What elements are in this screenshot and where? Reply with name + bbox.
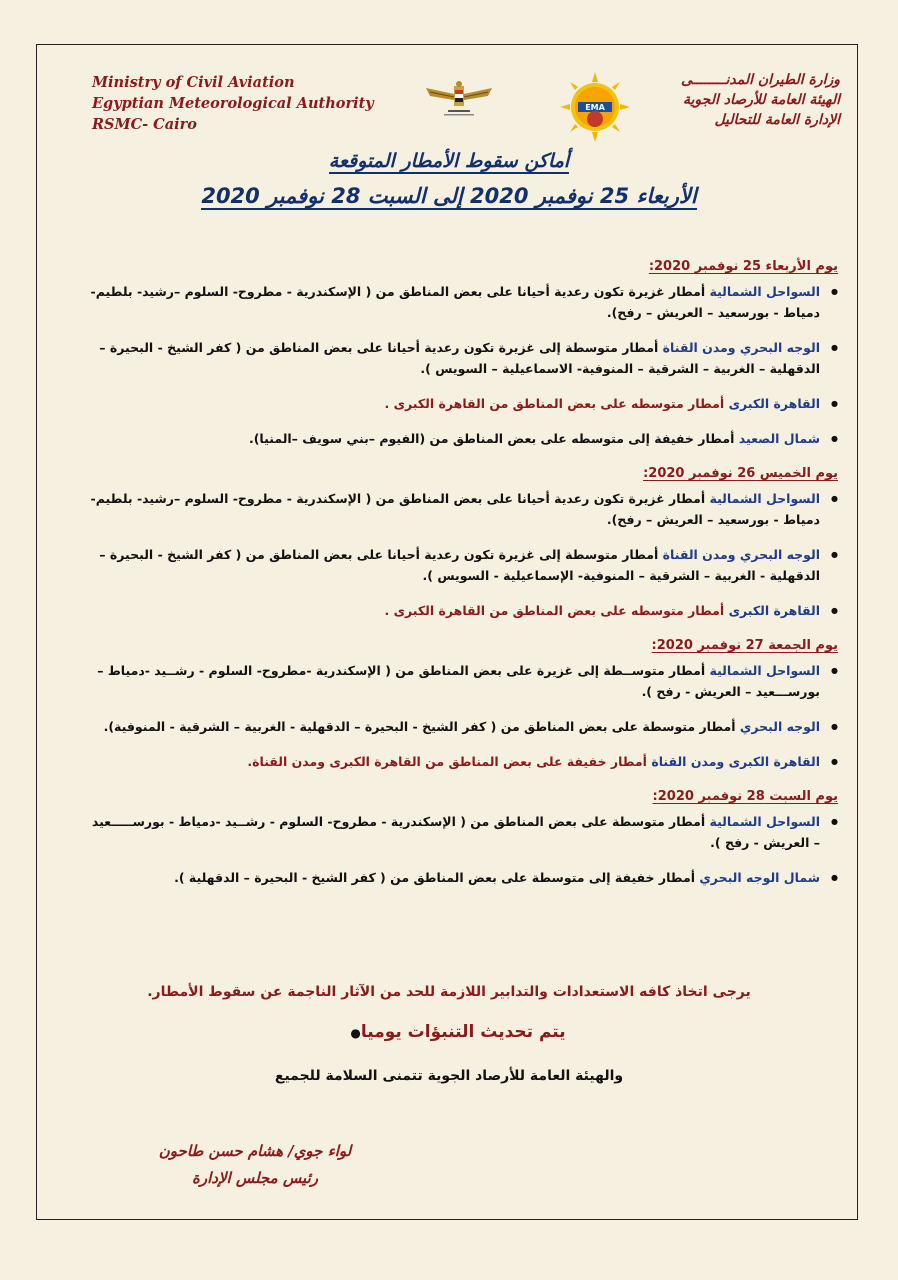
region-name: السواحل الشمالية — [709, 284, 820, 299]
region-name: السواحل الشمالية — [709, 814, 820, 829]
forecast-item — [82, 393, 838, 414]
forecast-item — [82, 716, 838, 737]
day-title: يوم الأربعاء 25 نوفمبر 2020: — [648, 259, 838, 274]
ema-logo-text: EMA — [585, 103, 605, 112]
department-name-ar: الإدارة العامة للتحاليل — [714, 112, 840, 128]
region-name: السواحل الشمالية — [709, 663, 820, 678]
day-title: يوم الجمعة 27 نوفمبر 2020: — [651, 638, 838, 653]
region-name: شمال الوجه البحري — [699, 870, 820, 885]
ema-logo — [560, 72, 630, 142]
daily-update-line — [0, 1022, 898, 1042]
header-english — [92, 72, 374, 135]
region-name: شمال الصعيد — [738, 431, 820, 446]
day-title: يوم الخميس 26 نوفمبر 2020: — [643, 466, 838, 481]
signatory-title: رئيس مجلس الإدارة — [192, 1169, 318, 1187]
rsmc-name-en: RSMC- Cairo — [92, 116, 197, 133]
signatory-name: لواء جوي/ هشام حسن طاحون — [158, 1142, 352, 1160]
bullet-icon: ● — [350, 1026, 361, 1040]
day-saturday — [82, 786, 838, 888]
day-friday — [82, 635, 838, 772]
forecast-item — [82, 811, 838, 853]
day-title: يوم السبت 28 نوفمبر 2020: — [652, 789, 838, 804]
forecast-text: أمطار خفيفة على بعض المناطق من القاهرة الكبرى ومدن القناة. — [247, 754, 652, 769]
daily-update-text: يتم تحديث التنبؤات يوميا — [360, 1022, 566, 1042]
day-thursday — [82, 463, 838, 621]
forecast-item — [82, 428, 838, 449]
forecast-item — [82, 488, 838, 530]
egypt-eagle-logo — [424, 78, 494, 120]
forecast-text: أمطار متوسطه على بعض المناطق من القاهرة الكبرى . — [384, 603, 729, 618]
preparedness-note: يرجى اتخاذ كافه الاستعدادات والتدابير اللازمة للحد من الآثار الناجمة عن سقوط الأمطار. — [147, 984, 751, 1000]
forecast-text: أمطار متوسطة إلى غزيرة تكون رعدية أحيانا على بعض المناطق من ( كفر الشيخ - البحيرة – الدقهلية – الغربية – الشرقية – المنوفية- الاسماعيلية – السويس ). — [99, 340, 820, 376]
header-arabic — [681, 70, 840, 130]
forecast-item — [82, 600, 838, 621]
forecast-text: أمطار متوسطة إلى غزيرة تكون رعدية أحيانا على بعض المناطق من ( كفر الشيخ - البحيرة – الدقهلية - الغربية – الشرقية – المنوفية- الإسماعيلية - السويس ). — [99, 547, 820, 583]
document-date-range — [0, 184, 898, 208]
forecast-item — [82, 867, 838, 888]
region-name: الوجه البحري ومدن القناة — [662, 340, 820, 355]
forecast-item — [82, 281, 838, 323]
region-name: القاهرة الكبرى ومدن القناة — [651, 754, 820, 769]
forecast-text: أمطار متوسطة على بعض المناطق من ( كفر الشيخ - البحيرة – الدقهلية - الغربية – الشرقية - المنوفية). — [103, 719, 740, 734]
region-name: الوجه البحري ومدن القناة — [662, 547, 820, 562]
region-name: السواحل الشمالية — [709, 491, 820, 506]
forecast-item — [82, 660, 838, 702]
authority-name-ar: الهيئة العامة للأرصاد الجوية — [683, 92, 840, 108]
forecast-text: أمطار غزيرة تكون رعدية أحيانا على بعض المناطق من ( الإسكندرية - مطروح- السلوم –رشيد- بلطيم- دمياط - بورسعيد – العريش – رفح). — [90, 284, 820, 320]
forecast-text: أمطار خفيفة إلى متوسطة على بعض المناطق من ( كفر الشيخ - البحيرة – الدقهلية ). — [174, 870, 700, 885]
region-name: القاهرة الكبرى — [728, 603, 820, 618]
safety-wish: والهيئة العامة للأرصاد الجوية تتمنى السلامة للجميع — [274, 1068, 624, 1084]
day-wednesday — [82, 256, 838, 449]
forecast-text: أمطار غزيرة تكون رعدية أحيانا على بعض المناطق من ( الإسكندرية - مطروح- السلوم –رشيد- بلطيم- دمياط - بورسعيد – العريش – رفح). — [90, 491, 820, 527]
ministry-name-ar: وزارة الطيران المدنــــــــى — [681, 72, 840, 88]
forecast-text: أمطار متوسطه على بعض المناطق من القاهرة الكبرى . — [384, 396, 729, 411]
region-name: القاهرة الكبرى — [728, 396, 820, 411]
title-line-2: الأربعاء 25 نوفمبر 2020 إلى السبت 28 نوفمبر 2020 — [201, 184, 697, 208]
authority-name-en: Egyptian Meteorological Authority — [92, 95, 374, 112]
document-title — [0, 150, 898, 172]
forecast-text: أمطار خفيفة إلى متوسطه على بعض المناطق من (الفيوم –بني سويف –المنيا). — [248, 431, 739, 446]
forecast-item — [82, 337, 838, 379]
region-name: الوجه البحري — [739, 719, 820, 734]
forecast-content — [82, 250, 838, 902]
forecast-item — [82, 544, 838, 586]
forecast-text: أمطار متوســطة إلى غزيرة على بعض المناطق من ( الإسكندرية -مطروح- السلوم - رشــيد -دمياط – بورســـعيد – العريش - رفح ). — [97, 663, 820, 699]
ministry-name-en: Ministry of Civil Aviation — [92, 74, 295, 91]
signature-block — [130, 1138, 380, 1192]
title-line-1: أماكن سقوط الأمطار المتوقعة — [328, 150, 570, 172]
forecast-item — [82, 751, 838, 772]
forecast-text: أمطار متوسطة على بعض المناطق من ( الإسكندرية - مطروح- السلوم - رشــيد -دمياط - بورســـــعيد – العريش - رفح ). — [91, 814, 820, 850]
